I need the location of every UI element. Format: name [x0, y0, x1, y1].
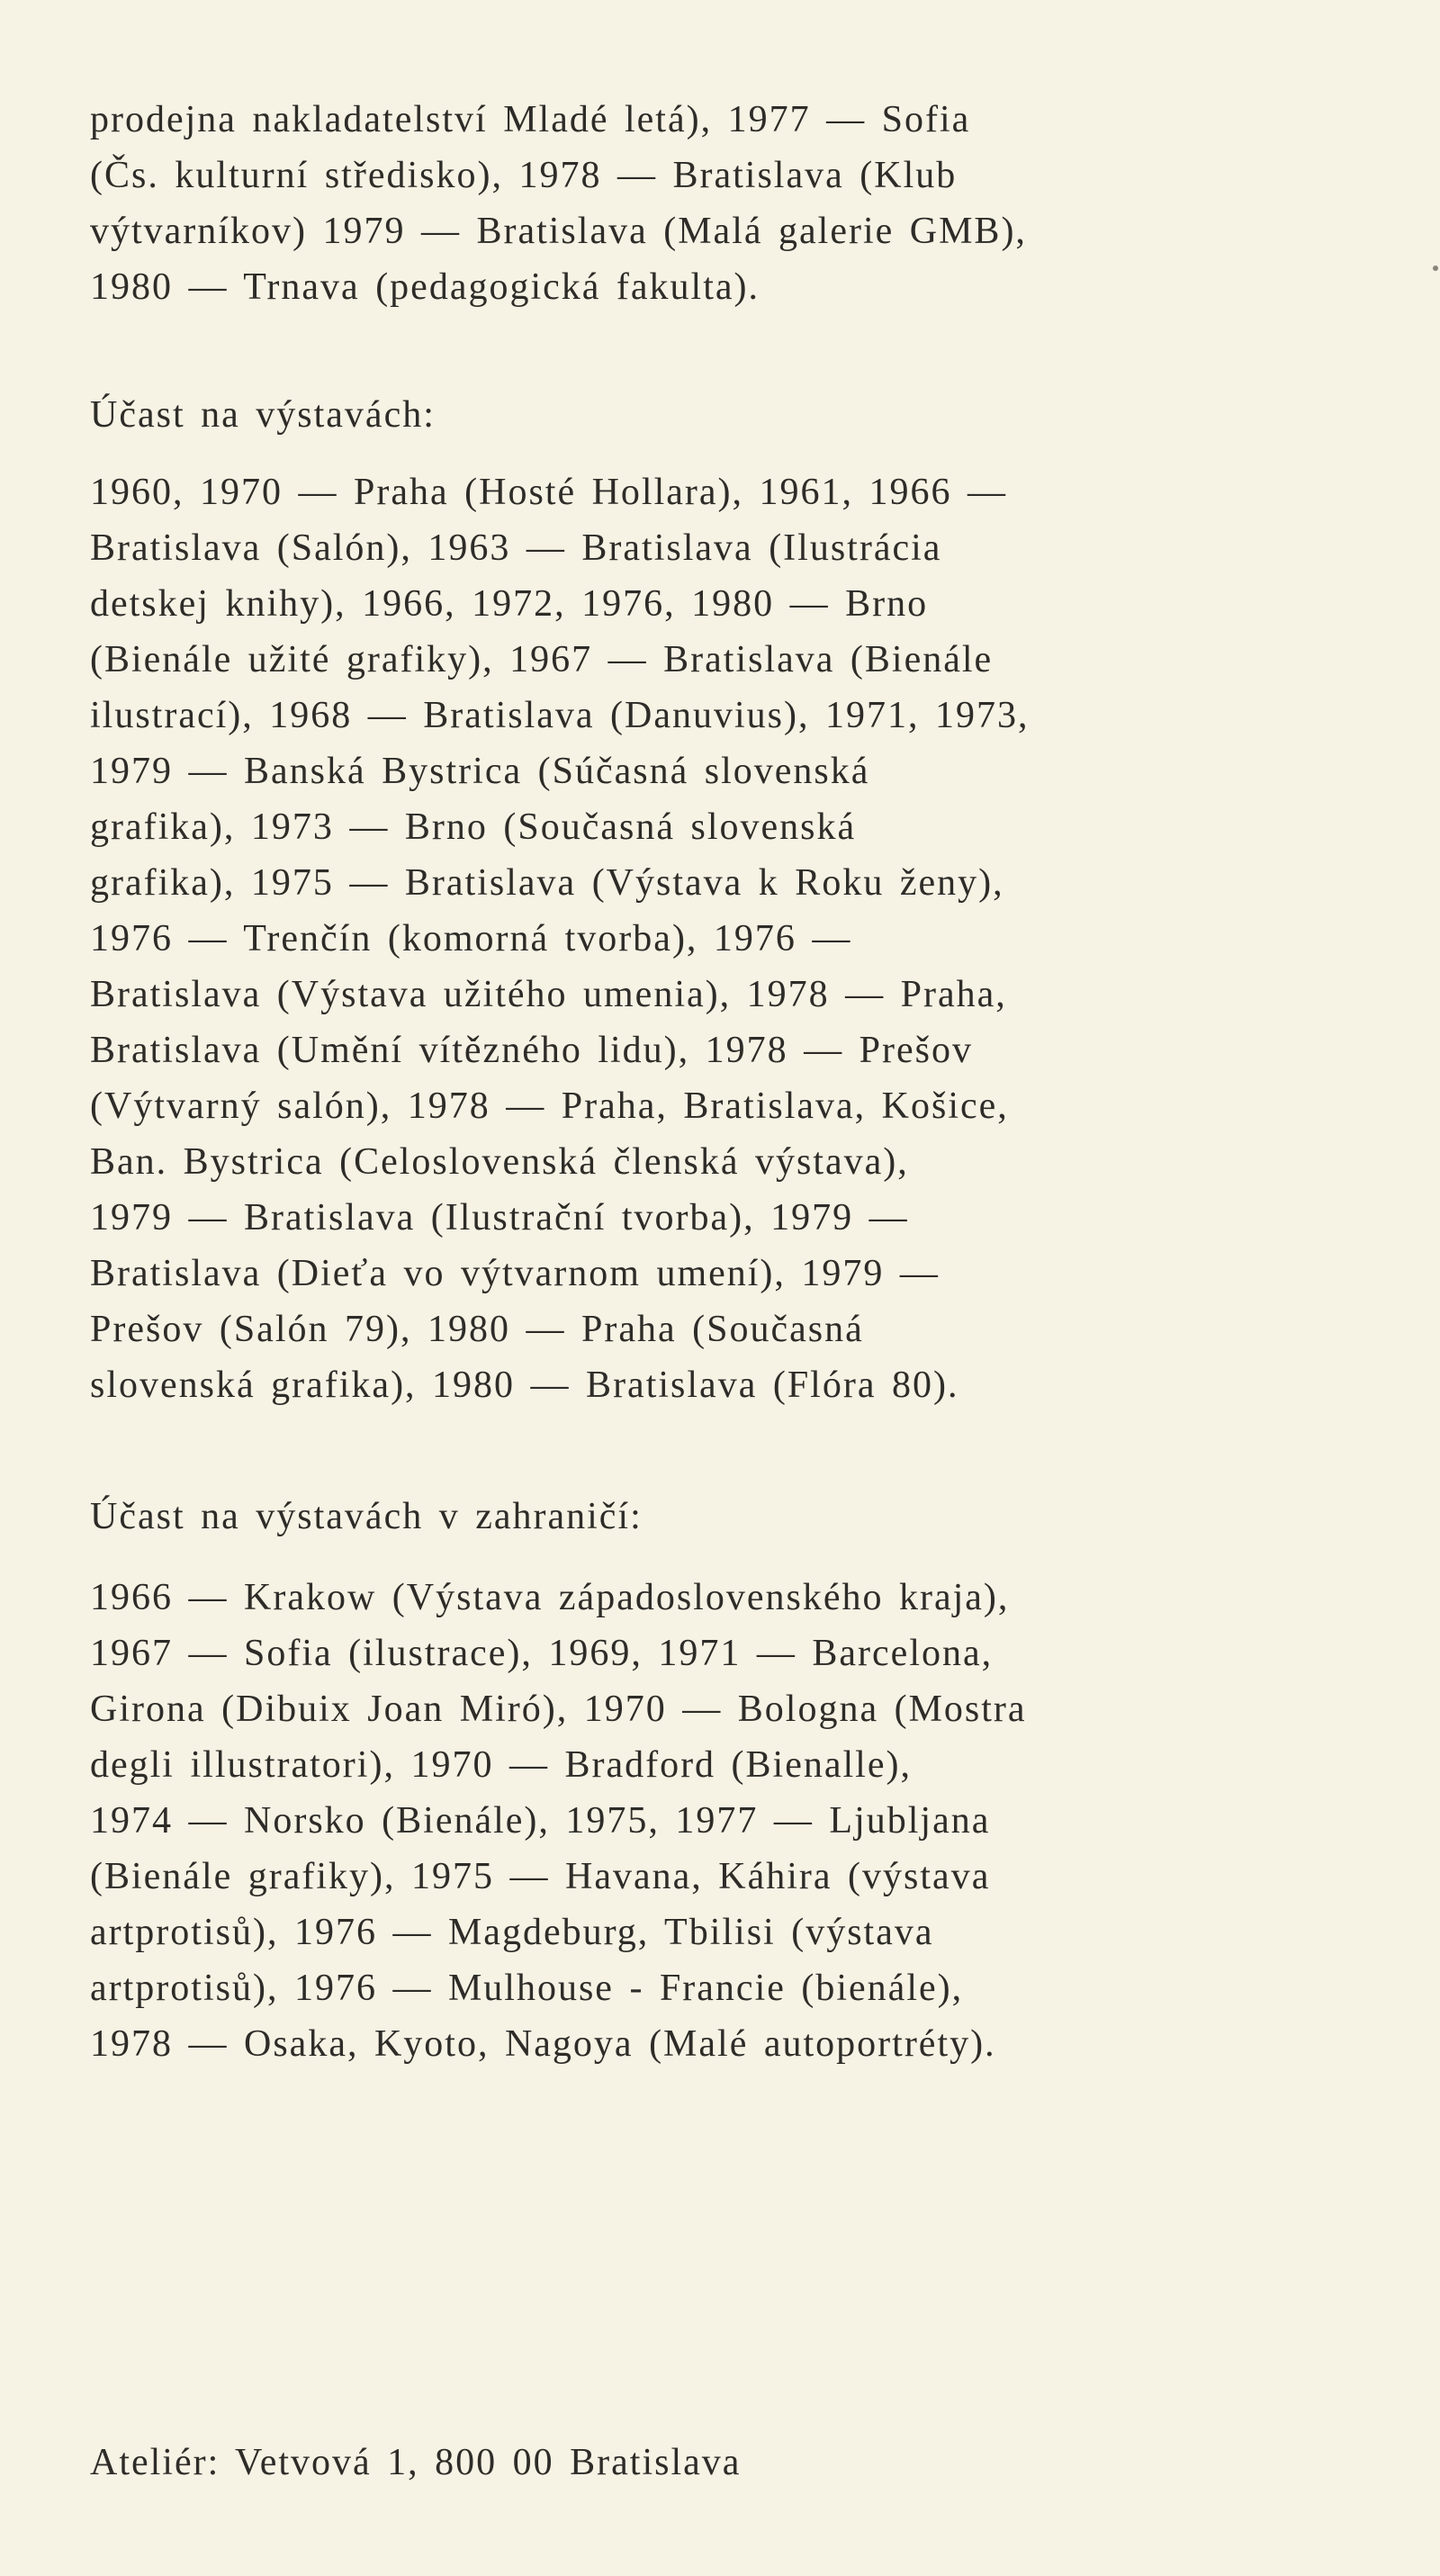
text-line: artprotisů), 1976 — Mulhouse - Francie (bienále),	[90, 1968, 964, 2009]
exhibitions-abroad-paragraph	[90, 1570, 1027, 2072]
text-line: slovenská grafika), 1980 — Bratislava (Flóra 80).	[90, 1365, 959, 1406]
text-line: 1980 — Trnava (pedagogická fakulta).	[90, 266, 760, 308]
text-line: 1966 — Krakow (Výstava západoslovenského kraja),	[90, 1577, 1010, 1618]
text-line: Ban. Bystrica (Celoslovenská členská výstava),	[90, 1141, 909, 1183]
text-line: Bratislava (Dieťa vo výtvarnom umení), 1979 —	[90, 1253, 940, 1294]
text-line: detskej knihy), 1966, 1972, 1976, 1980 — Brno	[90, 583, 929, 625]
exhibitions-abroad-heading: Účast na výstavách v zahraničí:	[90, 1496, 643, 1537]
text-line: 1976 — Trenčín (komorná tvorba), 1976 —	[90, 918, 852, 959]
text-line: Prešov (Salón 79), 1980 — Praha (Současná	[90, 1309, 864, 1350]
studio-address: Ateliér: Vetvová 1, 800 00 Bratislava	[90, 2442, 742, 2483]
text-line: výtvarníkov) 1979 — Bratislava (Malá galerie GMB),	[90, 211, 1027, 252]
text-line: prodejna nakladatelství Mladé letá), 1977 — Sofia	[90, 99, 971, 140]
text-line: 1979 — Banská Bystrica (Súčasná slovenská	[90, 751, 870, 792]
text-line: Bratislava (Umění vítězného lidu), 1978 — Prešov	[90, 1030, 973, 1071]
text-line: 1979 — Bratislava (Ilustrační tvorba), 1979 —	[90, 1197, 909, 1238]
exhibitions-paragraph	[90, 464, 1030, 1413]
text-line: ilustrací), 1968 — Bratislava (Danuvius), 1971, 1973,	[90, 695, 1030, 736]
intro-paragraph	[90, 92, 1027, 315]
exhibitions-heading: Účast na výstavách:	[90, 394, 436, 436]
text-line: (Výtvarný salón), 1978 — Praha, Bratislava, Košice,	[90, 1085, 1009, 1127]
text-line: (Čs. kulturní středisko), 1978 — Bratislava (Klub	[90, 155, 958, 196]
text-line: 1974 — Norsko (Bienále), 1975, 1977 — Ljubljana	[90, 1800, 991, 1842]
text-line: (Bienále užité grafiky), 1967 — Bratislava (Bienále	[90, 639, 994, 680]
text-line: Bratislava (Výstava užitého umenia), 1978 — Praha,	[90, 974, 1007, 1015]
text-line: grafika), 1973 — Brno (Současná slovenská	[90, 806, 857, 848]
text-line: grafika), 1975 — Bratislava (Výstava k Roku ženy),	[90, 862, 1004, 904]
text-line: (Bienále grafiky), 1975 — Havana, Káhira (výstava	[90, 1856, 991, 1897]
text-line: 1967 — Sofia (ilustrace), 1969, 1971 — Barcelona,	[90, 1633, 994, 1674]
text-line: 1978 — Osaka, Kyoto, Nagoya (Malé autoportréty).	[90, 2023, 996, 2065]
paper-speck	[1433, 266, 1438, 271]
text-line: Bratislava (Salón), 1963 — Bratislava (Ilustrácia	[90, 527, 942, 569]
text-line: artprotisů), 1976 — Magdeburg, Tbilisi (výstava	[90, 1912, 934, 1953]
text-line: Girona (Dibuix Joan Miró), 1970 — Bologna (Mostra	[90, 1689, 1027, 1730]
text-line: 1960, 1970 — Praha (Hosté Hollara), 1961, 1966 —	[90, 472, 1008, 513]
text-line: degli illustratori), 1970 — Bradford (Bienalle),	[90, 1744, 912, 1786]
